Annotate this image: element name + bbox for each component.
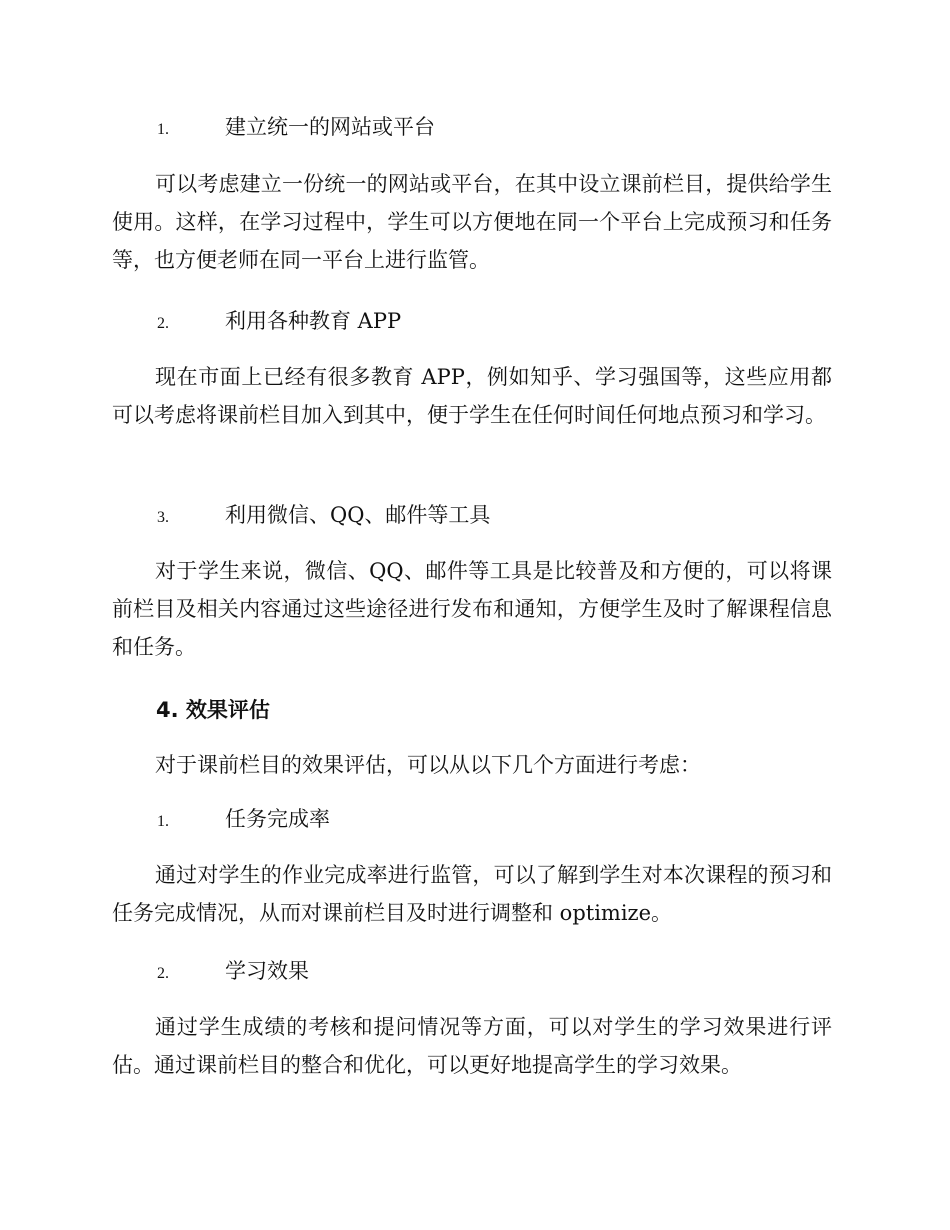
list-number: 1. xyxy=(157,813,169,830)
list-item-completion-rate xyxy=(157,804,330,837)
paragraph-education-apps: 现在市面上已经有很多教育 APP，例如知乎、学习强国等，这些应用都可以考虑将课前栏目加入到其中，便于学生在任何时间任何地点预习和学习。 xyxy=(112,365,832,427)
list-item-text: 利用微信、QQ、邮件等工具 xyxy=(225,503,491,527)
paragraph-learning-effect: 通过学生成绩的考核和提问情况等方面，可以对学生的学习效果进行评估。通过课前栏目的整合和优化，可以更好地提高学生的学习效果。 xyxy=(112,1015,832,1077)
list-item-learning-effect xyxy=(157,956,309,989)
paragraph-messaging-tools: 对于学生来说，微信、QQ、邮件等工具是比较普及和方便的，可以将课前栏目及相关内容通过这些途径进行发布和通知，方便学生及时了解课程信息和任务。 xyxy=(112,559,832,659)
list-number: 1. xyxy=(157,121,169,138)
paragraph-completion-rate: 通过对学生的作业完成率进行监管，可以了解到学生对本次课程的预习和任务完成情况，从而对课前栏目及时进行调整和 optimize。 xyxy=(112,863,832,925)
section-heading: 4. 效果评估 xyxy=(156,698,270,722)
list-number: 2. xyxy=(157,315,169,332)
list-item-text: 建立统一的网站或平台 xyxy=(225,115,435,139)
list-item-text: 利用各种教育 APP xyxy=(225,309,402,333)
list-item-messaging-tools xyxy=(157,500,490,533)
paragraph-evaluation-intro: 对于课前栏目的效果评估，可以从以下几个方面进行考虑： xyxy=(155,753,701,777)
paragraph-unified-platform: 可以考虑建立一份统一的网站或平台，在其中设立课前栏目，提供给学生使用。这样，在学习过程中，学生可以方便地在同一个平台上完成预习和任务等，也方便老师在同一平台上进行监管。 xyxy=(112,172,832,272)
list-item-education-apps xyxy=(157,306,401,339)
list-number: 2. xyxy=(157,965,169,982)
list-number: 3. xyxy=(157,509,169,526)
list-item-unified-platform xyxy=(157,112,435,145)
list-item-text: 任务完成率 xyxy=(225,807,330,831)
list-item-text: 学习效果 xyxy=(225,959,309,983)
